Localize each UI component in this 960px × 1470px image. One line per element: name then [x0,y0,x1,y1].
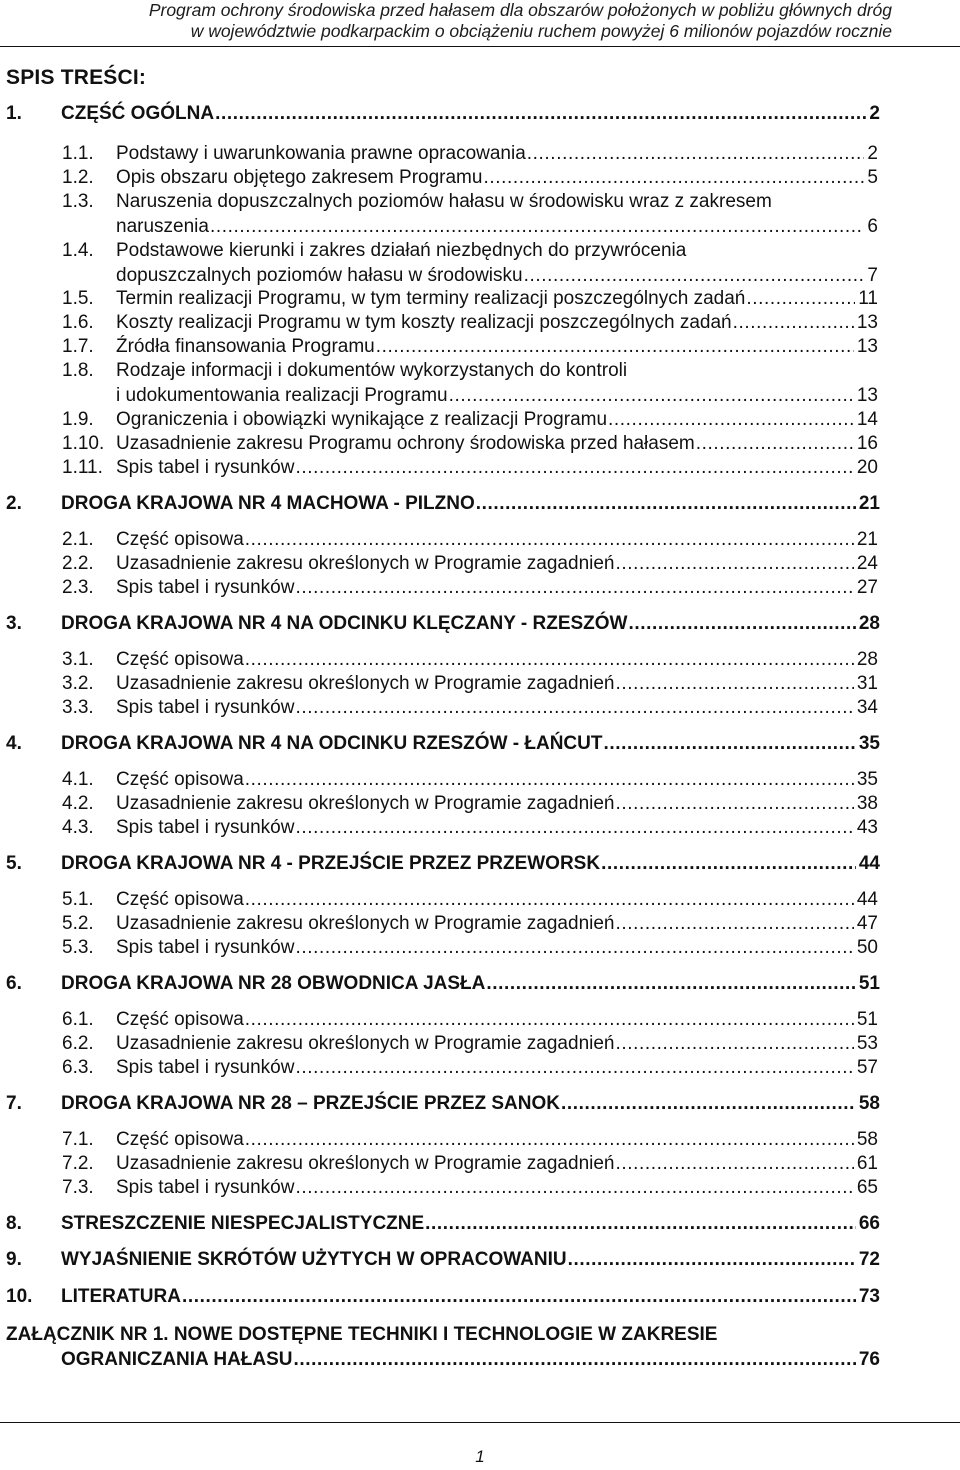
toc-entry-number: 6.1. [62,1009,94,1030]
toc-entry-number: 4.3. [62,817,94,838]
toc-entry-title: WYJAŚNIENIE SKRÓTÓW UŻYTYCH W OPRACOWANIU [61,1249,567,1270]
toc-entry-title: DROGA KRAJOWA NR 4 NA ODCINKU RZESZÓW - ŁAŃCUT [61,733,603,754]
toc-entry-6-2[interactable] [62,1031,878,1056]
toc-entry-title: Spis tabel i rysunków [116,1177,295,1198]
toc-entry-title: Część opisowa [116,1129,244,1150]
dot-leader [696,431,854,456]
toc-entry-number: 4.1. [62,769,94,790]
toc-entry-title: i udokumentowania realizacji Programu [116,385,448,406]
toc-entry-3-2[interactable] [62,671,878,696]
toc-entry-page-number: 14 [856,409,878,430]
dot-leader [295,935,853,960]
toc-entry-page-number: 28 [856,649,878,670]
toc-entry-title: DROGA KRAJOWA NR 4 MACHOWA - PILZNO [61,493,475,514]
toc-entry-title: Spis tabel i rysunków [116,937,295,958]
toc-entry-page-number: 21 [858,493,880,514]
toc-entry-number: 9. [6,1249,22,1270]
dot-leader [245,1007,854,1032]
dot-leader [245,887,854,912]
toc-entry-appendix[interactable] [6,1322,880,1372]
toc-entry-1-1[interactable] [62,141,878,166]
toc-entry-title: Uzasadnienie zakresu określonych w Programie zagadnień [116,553,615,574]
toc-entry-3-3[interactable] [62,695,878,720]
toc-entry-number: 1.4. [62,240,94,261]
dot-leader [295,455,853,480]
dot-leader [376,334,854,359]
toc-entry-1-7[interactable] [62,334,878,359]
dot-leader [210,214,864,239]
toc-entry-title: Uzasadnienie zakresu określonych w Programie zagadnień [116,673,615,694]
toc-entry-page-number: 73 [858,1286,880,1307]
toc-entry-page-number: 72 [858,1249,880,1270]
appendix-page-number: 76 [858,1349,880,1370]
toc-entry-number: 3. [6,613,22,634]
dot-leader [616,1151,854,1176]
toc-entry-1-4[interactable] [62,238,878,288]
dot-leader [215,101,866,126]
dot-leader [628,611,855,636]
toc-entry-7[interactable] [6,1091,880,1116]
dot-leader [616,791,854,816]
toc-entry-page-number: 35 [858,733,880,754]
toc-entry-2-3[interactable] [62,575,878,600]
toc-entry-title: LITERATURA [61,1286,181,1307]
dot-leader [524,263,865,288]
toc-entry-1-3[interactable] [62,189,878,239]
toc-entry-number: 1.11. [62,457,103,478]
toc-entry-number: 3.1. [62,649,94,670]
toc-entry-page-number: 20 [856,457,878,478]
toc-entry-page-number: 44 [856,889,878,910]
toc-entry-3[interactable] [6,611,880,636]
toc-entry-page-number: 13 [856,312,878,333]
toc-entry-1[interactable] [6,101,880,126]
toc-entry-page-number: 51 [856,1009,878,1030]
toc-entry-number: 1.2. [62,167,94,188]
toc-entry-title: Spis tabel i rysunków [116,457,295,478]
toc-entry-number: 3.2. [62,673,94,694]
dot-leader [568,1247,856,1272]
toc-entry-number: 1.3. [62,191,94,212]
toc-entry-number: 7.3. [62,1177,94,1198]
toc-entry-page-number: 7 [867,265,878,286]
toc-entry-2[interactable] [6,491,880,516]
toc-entry-number: 1.1. [62,143,94,164]
toc-entry-title: DROGA KRAJOWA NR 28 OBWODNICA JASŁA [61,973,486,994]
toc-entry-number: 7.2. [62,1153,94,1174]
toc-entry-number: 1.6. [62,312,94,333]
toc-entry-page-number: 34 [856,697,878,718]
toc-entry-page-number: 57 [856,1057,878,1078]
dot-leader [245,767,854,792]
toc-entry-number: 7.1. [62,1129,94,1150]
toc-entry-title: Ograniczenia i obowiązki wynikające z realizacji Programu [116,409,608,430]
toc-entry-6-3[interactable] [62,1055,878,1080]
toc-entry-1-6[interactable] [62,310,878,335]
header-line-2: w województwie podkarpackim o obciążeniu ruchem powyżej 6 milionów pojazdów rocznie [190,21,892,41]
toc-entry-title: naruszenia [116,216,209,237]
toc-entry-number: 10. [6,1286,33,1307]
dot-leader [733,310,854,335]
toc-entry-1-9[interactable] [62,407,878,432]
toc-entry-1-8[interactable] [62,358,878,408]
dot-leader [483,165,864,190]
toc-entry-page-number: 51 [858,973,880,994]
dot-leader [449,383,854,408]
toc-entry-number: 1.8. [62,360,94,381]
toc-entry-title: Koszty realizacji Programu w tym koszty realizacji poszczególnych zadań [116,312,732,333]
toc-entry-title: dopuszczalnych poziomów hałasu w środowisku [116,265,523,286]
dot-leader [245,1127,854,1152]
toc-entry-number: 1.7. [62,336,94,357]
toc-entry-number: 6.3. [62,1057,94,1078]
toc-entry-number: 5.1. [62,889,94,910]
toc-entry-page-number: 44 [858,853,880,874]
toc-entry-title: Spis tabel i rysunków [116,1057,295,1078]
toc-entry-page-number: 53 [856,1033,878,1054]
dot-leader [486,971,856,996]
toc-entry-page-number: 65 [856,1177,878,1198]
toc-entry-4-1[interactable] [62,767,878,792]
toc-entry-8[interactable] [6,1211,880,1236]
toc-entry-title: Spis tabel i rysunków [116,817,295,838]
toc-entry-title: DROGA KRAJOWA NR 28 – PRZEJŚCIE PRZEZ SANOK [61,1093,561,1114]
toc-entry-title: Uzasadnienie zakresu określonych w Programie zagadnień [116,913,615,934]
toc-entry-page-number: 24 [856,553,878,574]
dot-leader [608,407,854,432]
toc-entry-title: DROGA KRAJOWA NR 4 - PRZEJŚCIE PRZEZ PRZEWORSK [61,853,601,874]
toc-entry-title: Uzasadnienie zakresu Programu ochrony środowiska przed hałasem [116,433,695,454]
toc-entry-page-number: 2 [869,103,880,124]
toc-entry-title: STRESZCZENIE NIESPECJALISTYCZNE [61,1213,425,1234]
toc-entry-page-number: 16 [856,433,878,454]
toc-entry-title: Uzasadnienie zakresu określonych w Programie zagadnień [116,1153,615,1174]
dot-leader [616,911,854,936]
toc-entry-number: 6.2. [62,1033,94,1054]
toc-entry-10[interactable] [6,1284,880,1309]
toc-entry-1-11[interactable] [62,455,878,480]
toc-entry-1-5[interactable] [62,286,878,311]
dot-leader [601,851,856,876]
toc-entry-page-number: 27 [856,577,878,598]
toc-entry-4[interactable] [6,731,880,756]
appendix-title-line-1: ZAŁĄCZNIK NR 1. NOWE DOSTĘPNE TECHNIKI I TECHNOLOGIE W ZAKRESIE [6,1324,718,1345]
dot-leader [245,647,854,672]
dot-leader [746,286,855,311]
dot-leader [295,695,853,720]
toc-entry-number: 2.3. [62,577,94,598]
toc-entry-number: 8. [6,1213,22,1234]
toc-entry-page-number: 11 [858,288,878,309]
toc-entry-title: Uzasadnienie zakresu określonych w Programie zagadnień [116,1033,615,1054]
toc-entry-number: 5.3. [62,937,94,958]
appendix-title-line-2: OGRANICZANIA HAŁASU [61,1349,293,1370]
toc-entry-page-number: 50 [856,937,878,958]
toc-entry-7-1[interactable] [62,1127,878,1152]
dot-leader [616,551,854,576]
toc-entry-page-number: 13 [856,385,878,406]
dot-leader [245,527,854,552]
toc-entry-number: 3.3. [62,697,94,718]
toc-entry-title: Część opisowa [116,1009,244,1030]
toc-entry-page-number: 47 [856,913,878,934]
toc-entry-page-number: 21 [856,529,878,550]
toc-entry-2-2[interactable] [62,551,878,576]
dot-leader [182,1284,856,1309]
toc-entry-number: 2. [6,493,22,514]
toc-entry-title: Część opisowa [116,649,244,670]
toc-entry-5-3[interactable] [62,935,878,960]
toc-entry-title: Naruszenia dopuszczalnych poziomów hałasu w środowisku wraz z zakresem [116,191,772,212]
toc-entry-title: Część opisowa [116,529,244,550]
toc-entry-4-3[interactable] [62,815,878,840]
toc-entry-title: Uzasadnienie zakresu określonych w Programie zagadnień [116,793,615,814]
toc-entry-number: 2.1. [62,529,94,550]
header-line-1: Program ochrony środowiska przed hałasem dla obszarów położonych w pobliżu głównych dróg [148,0,892,20]
toc-entry-page-number: 13 [856,336,878,357]
toc-entry-number: 1. [6,103,22,124]
toc-entry-7-2[interactable] [62,1151,878,1176]
toc-entry-6-1[interactable] [62,1007,878,1032]
toc-entry-5-1[interactable] [62,887,878,912]
toc-entry-title: Część opisowa [116,889,244,910]
toc-entry-page-number: 6 [867,216,878,237]
toc-entry-number: 5. [6,853,22,874]
toc-entry-title: Spis tabel i rysunków [116,697,295,718]
toc-entry-number: 2.2. [62,553,94,574]
toc-entry-title: CZĘŚĆ OGÓLNA [61,103,215,124]
toc-entry-number: 6. [6,973,22,994]
toc-entry-5-2[interactable] [62,911,878,936]
toc-entry-title: DROGA KRAJOWA NR 4 NA ODCINKU KLĘCZANY - RZESZÓW [61,613,628,634]
dot-leader [561,1091,856,1116]
toc-entry-number: 1.10. [62,433,105,454]
dot-leader [476,491,856,516]
dot-leader [425,1211,856,1236]
toc-entry-page-number: 35 [856,769,878,790]
dot-leader [616,1031,854,1056]
toc-title: SPIS TREŚCI: [6,66,147,89]
toc-entry-7-3[interactable] [62,1175,878,1200]
dot-leader [527,141,865,166]
toc-entry-2-1[interactable] [62,527,878,552]
dot-leader [295,575,853,600]
toc-entry-page-number: 58 [858,1093,880,1114]
dot-leader [616,671,854,696]
toc-entry-title: Część opisowa [116,769,244,790]
toc-entry-4-2[interactable] [62,791,878,816]
toc-entry-page-number: 31 [856,673,878,694]
toc-entry-6[interactable] [6,971,880,996]
toc-entry-title: Podstawowe kierunki i zakres działań niezbędnych do przywrócenia [116,240,687,261]
toc-entry-number: 7. [6,1093,22,1114]
toc-entry-page-number: 38 [856,793,878,814]
toc-entry-number: 5.2. [62,913,94,934]
toc-entry-number: 4. [6,733,22,754]
toc-entry-9[interactable] [6,1247,880,1272]
dot-leader [295,1175,853,1200]
toc-entry-page-number: 58 [856,1129,878,1150]
dot-leader [295,815,853,840]
toc-entry-title: Termin realizacji Programu, w tym terminy realizacji poszczególnych zadań [116,288,746,309]
toc-entry-1-2[interactable] [62,165,878,190]
page-number: 1 [475,1447,485,1466]
dot-leader [295,1055,853,1080]
toc-entry-page-number: 28 [858,613,880,634]
toc-entry-page-number: 66 [858,1213,880,1234]
toc-entry-page-number: 61 [856,1153,878,1174]
toc-entry-number: 4.2. [62,793,94,814]
toc-entry-title: Źródła finansowania Programu [116,336,375,357]
toc-entry-5[interactable] [6,851,880,876]
toc-entry-number: 1.5. [62,288,94,309]
toc-entry-number: 1.9. [62,409,94,430]
toc-entry-title: Opis obszaru objętego zakresem Programu [116,167,483,188]
toc-entry-title: Rodzaje informacji i dokumentów wykorzystanych do kontroli [116,360,628,381]
toc-entry-page-number: 2 [867,143,878,164]
toc-entry-page-number: 43 [856,817,878,838]
dot-leader [603,731,855,756]
dot-leader [294,1347,856,1372]
toc-entry-page-number: 5 [867,167,878,188]
toc-entry-title: Spis tabel i rysunków [116,577,295,598]
toc-entry-3-1[interactable] [62,647,878,672]
toc-entry-1-10[interactable] [62,431,878,456]
toc-entry-title: Podstawy i uwarunkowania prawne opracowania [116,143,526,164]
footer-rule [0,1422,960,1423]
